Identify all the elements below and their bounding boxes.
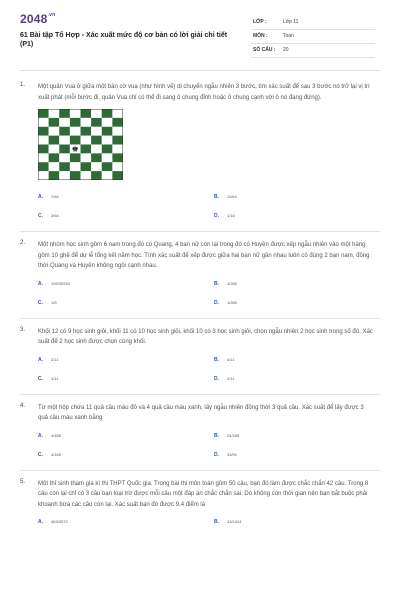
board-square <box>70 136 81 145</box>
answer-option-a[interactable] <box>38 278 70 290</box>
question-text: Khối 12 có 9 học sinh giỏi, khối 11 có 10 học sinh giỏi, khối 10 có 3 học sinh giỏi, chọn ngẫu nhiên 2 học sinh trong số đó. Xác suất để 2 học sinh được chọn cùng khối. <box>38 328 373 345</box>
question-number: 1. <box>20 82 26 88</box>
logo-suffix: .vn <box>47 12 56 18</box>
board-square <box>102 162 113 171</box>
board-square <box>91 118 102 127</box>
question-list <box>0 82 400 550</box>
meta-value: Toán <box>283 33 294 39</box>
question-number: 4. <box>20 402 26 409</box>
option-value: 4/11 <box>227 356 235 362</box>
option-value: 463/3072 <box>51 519 68 524</box>
board-square <box>102 145 113 154</box>
answer-options <box>38 278 380 312</box>
board-square <box>81 118 92 127</box>
header-divider <box>20 70 380 71</box>
question-number: 5. <box>20 478 26 485</box>
option-value: 1/280 <box>227 280 238 286</box>
question-divider <box>20 231 380 232</box>
logo-text: 2048 <box>20 12 48 26</box>
option-label: B. <box>214 432 219 439</box>
option-value: 3/64 <box>51 213 59 218</box>
board-square <box>59 127 70 136</box>
option-value: 109/30240 <box>51 280 70 286</box>
board-square <box>91 136 102 145</box>
option-label: D. <box>214 299 219 306</box>
board-square <box>59 109 70 118</box>
question-text: Một nhóm học sinh gồm 6 nam trong đó có Quang, 4 bạn nữ còn lại trong đó có Huyền được xếp ngẫu nhiên vào một hàng gồm 10 ghế để dự lễ tổng kết năm học. Tính xác suất để xếp được giữa hai bạn nữ gần nhau luôn có đúng 2 bạn nam, đồng thời Quang và Huyền không ngồi cạnh nhau. <box>38 242 370 269</box>
board-square <box>49 136 60 145</box>
board-square <box>102 153 113 162</box>
answer-option-a[interactable] <box>38 354 59 366</box>
option-value: 1/280 <box>227 299 238 305</box>
option-label: C. <box>38 451 43 458</box>
question-number: 3. <box>20 326 26 333</box>
option-label: C. <box>38 299 43 306</box>
board-square <box>70 171 81 180</box>
page-header <box>0 0 400 62</box>
option-label: B. <box>214 519 219 525</box>
option-label: D. <box>214 451 219 458</box>
board-square <box>59 171 70 180</box>
board-square <box>102 127 113 136</box>
answer-option-c[interactable] <box>38 373 59 385</box>
meta-key: LỚP : <box>253 19 267 25</box>
answer-option-d[interactable] <box>214 297 237 309</box>
board-square <box>49 171 60 180</box>
board-square <box>91 127 102 136</box>
option-label: A. <box>38 280 43 287</box>
option-label: A. <box>38 194 43 200</box>
answer-option-b[interactable] <box>214 278 237 290</box>
board-square <box>38 153 49 162</box>
answer-option-c[interactable] <box>38 297 57 309</box>
board-square <box>38 136 49 145</box>
option-label: D. <box>214 375 219 382</box>
option-value: 33/91 <box>227 451 238 457</box>
board-square <box>112 145 123 154</box>
option-label: B. <box>214 356 219 363</box>
board-square <box>59 162 70 171</box>
board-square <box>49 127 60 136</box>
board-square <box>112 109 123 118</box>
answer-options <box>38 191 380 225</box>
meta-value: Lớp 11 <box>283 19 299 25</box>
document-title: 61 Bài tập Tổ Hợp - Xác xuất mức độ cơ bản có lời giải chi tiết (P1) <box>20 32 228 48</box>
board-square <box>81 109 92 118</box>
board-square <box>59 118 70 127</box>
board-square <box>112 171 123 180</box>
question-item <box>20 82 380 225</box>
board-square <box>38 109 49 118</box>
board-square <box>49 118 60 127</box>
board-square <box>112 162 123 171</box>
board-square <box>59 145 70 154</box>
meta-key: SỐ CÂU : <box>253 47 276 53</box>
board-square <box>59 136 70 145</box>
option-label: A. <box>38 519 43 525</box>
option-label: C. <box>38 213 43 219</box>
option-value: 11/64 <box>227 194 237 199</box>
board-square <box>91 171 102 180</box>
board-square <box>102 109 113 118</box>
answer-option-b[interactable] <box>214 354 235 366</box>
board-square <box>49 145 60 154</box>
option-value: 4/165 <box>51 451 62 457</box>
board-square <box>112 118 123 127</box>
board-square <box>81 153 92 162</box>
question-divider <box>20 318 380 319</box>
option-label: C. <box>38 375 43 382</box>
option-value: 2/11 <box>51 356 59 362</box>
meta-row-class <box>251 16 375 30</box>
site-logo[interactable] <box>20 12 55 26</box>
answer-option-d[interactable] <box>214 373 235 385</box>
board-square <box>91 162 102 171</box>
board-square <box>49 109 60 118</box>
board-square <box>102 136 113 145</box>
question-item <box>20 479 380 551</box>
answer-option-a[interactable] <box>38 430 61 442</box>
question-divider <box>20 470 380 471</box>
option-value: 13/1024 <box>227 519 242 524</box>
option-value: 1/5 <box>51 299 57 305</box>
board-square <box>81 127 92 136</box>
meta-row-count <box>251 44 375 58</box>
option-value: 2/11 <box>227 375 235 381</box>
board-square <box>70 109 81 118</box>
board-square <box>112 153 123 162</box>
board-square <box>70 118 81 127</box>
board-square <box>91 109 102 118</box>
answer-option-c[interactable] <box>38 449 61 461</box>
board-square <box>59 153 70 162</box>
answer-option-a[interactable] <box>38 516 68 528</box>
document-meta <box>251 16 375 58</box>
question-text: Một quân Vua ở giữa một bàn cờ vua (như hình vẽ) di chuyển ngẫu nhiên 3 bước, tìm xác suất để sau 3 bước nó trở lại vị trí xuất phát (mỗi bước đi, quân Vua chỉ có thể đi sang ô chung đỉnh hoặc ô chung cạnh với ô nó đang đứng). <box>38 84 370 101</box>
meta-row-subject <box>251 30 375 44</box>
answer-option-c[interactable] <box>38 210 59 222</box>
board-square <box>81 136 92 145</box>
option-value: 1/11 <box>51 375 59 381</box>
answer-option-d[interactable] <box>214 210 235 222</box>
king-piece-icon: ♚ <box>71 144 79 154</box>
board-square <box>49 153 60 162</box>
option-label: D. <box>214 213 219 219</box>
board-square <box>49 162 60 171</box>
board-square <box>81 145 92 154</box>
answer-option-b[interactable] <box>214 516 241 528</box>
question-text: Một thí sinh tham gia kì thi THPT Quốc gia. Trong bài thi môn toán gồm 50 câu, bạn đó làm được chắc chắn 42 câu. Trong 8 câu còn lại chỉ có 3 câu bạn loại trừ được mỗi câu một đáp án chắc chắn sai. Do không còn thời gian nên bạn bắt buộc phải khoanh bừa các câu còn lại. Xác suất bạn đó được 9,4 điểm là <box>38 480 369 508</box>
question-item <box>20 240 380 312</box>
board-square <box>38 162 49 171</box>
question-item <box>20 403 380 464</box>
option-value: 7/64 <box>51 194 59 199</box>
question-text: Từ một hộp chứa 11 quả cầu màu đỏ và 4 quả cầu màu xanh, lấy ngẫu nhiên đồng thời 3 quả cầu. Xác suất để lấy được 3 quả cầu màu xanh bằng <box>38 404 364 421</box>
board-square <box>38 145 49 154</box>
meta-value: 20 <box>283 47 289 53</box>
question-item <box>20 327 380 388</box>
board-square <box>70 162 81 171</box>
board-square <box>38 127 49 136</box>
chessboard-image <box>38 109 123 180</box>
board-square <box>102 118 113 127</box>
board-square <box>112 136 123 145</box>
option-label: A. <box>38 356 43 363</box>
answer-option-a[interactable] <box>38 191 59 203</box>
board-square <box>91 153 102 162</box>
question-number: 2. <box>20 240 26 246</box>
answer-options <box>38 354 380 388</box>
board-square <box>102 171 113 180</box>
answer-option-b[interactable] <box>214 430 239 442</box>
option-label: B. <box>214 280 219 287</box>
board-square <box>81 171 92 180</box>
option-label: B. <box>214 194 219 200</box>
board-square <box>38 171 49 180</box>
option-value: 24/455 <box>227 432 240 438</box>
question-divider <box>20 394 380 395</box>
board-square <box>112 127 123 136</box>
board-square <box>38 118 49 127</box>
answer-options <box>38 516 380 550</box>
board-square <box>91 145 102 154</box>
answer-options <box>38 430 380 464</box>
meta-key: MÔN : <box>253 33 268 39</box>
board-square <box>81 162 92 171</box>
board-square <box>70 153 81 162</box>
option-label: A. <box>38 432 43 439</box>
answer-option-d[interactable] <box>214 449 237 461</box>
board-square <box>70 127 81 136</box>
answer-option-b[interactable] <box>214 191 237 203</box>
option-value: 1/16 <box>227 213 235 218</box>
option-value: 4/455 <box>51 432 62 438</box>
